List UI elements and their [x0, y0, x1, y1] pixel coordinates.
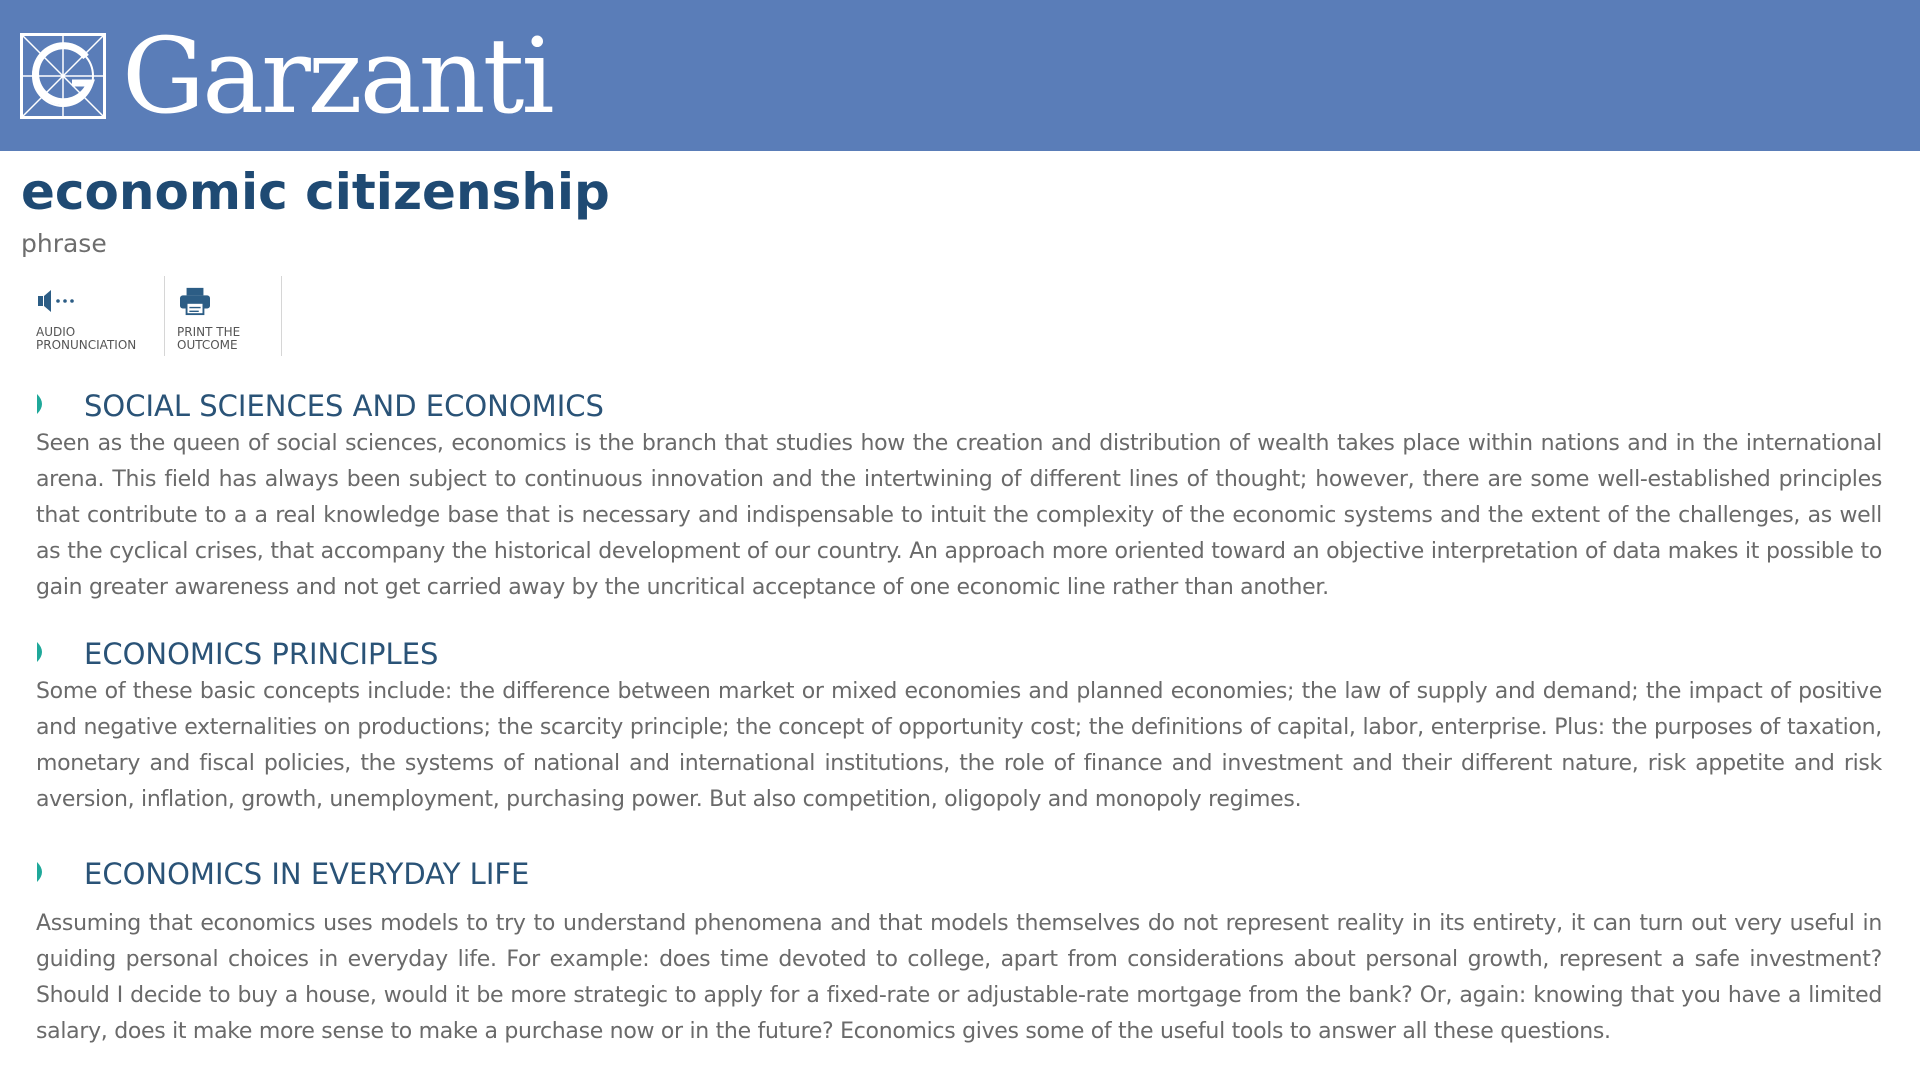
print-outcome-label: PRINT THE OUTCOME: [177, 325, 241, 352]
site-header: [0, 0, 1920, 151]
section-economics-principles: [36, 634, 1882, 818]
garzanti-monogram-icon[interactable]: [20, 33, 106, 119]
audio-pronunciation-button[interactable]: [24, 276, 165, 356]
print-outcome-button[interactable]: [165, 276, 282, 356]
entry-term: economic citizenship: [21, 163, 610, 221]
bullet-icon: [36, 641, 48, 663]
section-body: Assuming that economics uses models to try to understand phenomena and that models themselves do not represent reality in its entirety, it can turn out very useful in guiding personal choices in everyday life. For example: does time devoted to college, apart from considerations about personal growth, represent a safe investment? Should I decide to buy a house, would it be more strategic to apply for a fixed-rate or adjustable-rate mortgage from the bank? Or, again: knowing that you have a limited salary, does it make more sense to make a purchase now or in the future? Economics gives some of the useful tools to answer all these questions.: [36, 911, 1882, 1044]
brand-wordmark[interactable]: Garzanti: [122, 15, 552, 137]
part-of-speech: phrase: [21, 229, 107, 258]
printer-icon: [177, 286, 213, 316]
audio-pronunciation-label: AUDIO PRONUNCIATION: [36, 325, 137, 352]
section-everyday-life: [36, 854, 1882, 1050]
speaker-icon: [36, 286, 80, 316]
section-title: ECONOMICS PRINCIPLES: [84, 637, 439, 671]
section-body: Seen as the queen of social sciences, economics is the branch that studies how the creation and distribution of wealth takes place within nations and in the international arena. This field has always been subject to continuous innovation and the intertwining of different lines of thought; however, there are some well-established principles that contribute to a a real knowledge base that is necessary and indispensable to intuit the complexity of the economic systems and the extent of the challenges, as well as the cyclical crises, that accompany the historical development of our country. An approach more oriented toward an objective interpretation of data makes it possible to gain greater awareness and not get carried away by the uncritical acceptance of one economic line rather than another.: [36, 431, 1882, 600]
entry-toolbar: [24, 276, 282, 356]
section-body: Some of these basic concepts include: the difference between market or mixed economies and planned economies; the law of supply and demand; the impact of positive and negative externalities on productions; the scarcity principle; the concept of opportunity cost; the definitions of capital, labor, enterprise. Plus: the purposes of taxation, monetary and fiscal policies, the systems of national and international institutions, the role of finance and investment and their different nature, risk appetite and risk aversion, inflation, growth, unemployment, purchasing power. But also competition, oligopoly and monopoly regimes.: [36, 679, 1882, 812]
section-title: SOCIAL SCIENCES AND ECONOMICS: [84, 389, 604, 423]
bullet-icon: [36, 861, 48, 883]
bullet-icon: [36, 393, 48, 415]
section-social-sciences: [36, 386, 1882, 606]
section-title: ECONOMICS IN EVERYDAY LIFE: [84, 857, 530, 891]
